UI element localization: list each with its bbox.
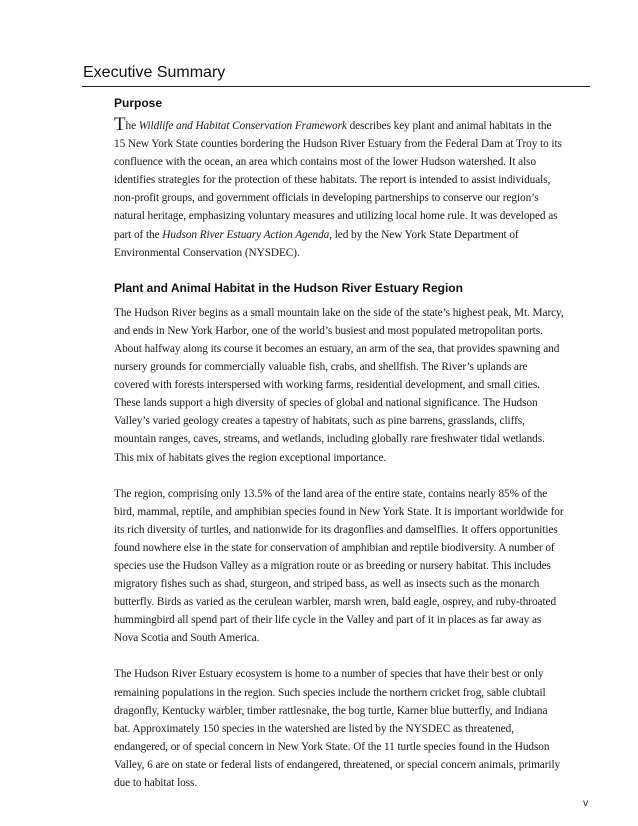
drop-cap: T bbox=[114, 114, 126, 135]
habitat-paragraph-1: The Hudson River begins as a small mountain lake on the side of the state’s highest peak, Mt. Marcy, and ends in New York Harbor, one of the world’s busiest and most populated metropolitan ports. About halfway along its course it becomes an estuary, an arm of the sea, that provides spawning and nursery grounds for commercially valuable fish, crabs, and shellfish. The River’s uplands are covered with forests interspersed with working farms, residential development, and small cities. These lands support a high diversity of species of global and national significance. The Hudson Valley’s varied geology creates a tapestry of habitats, such as pine barrens, grasslands, cliffs, mountain ranges, caves, streams, and wetlands, including globally rare freshwater tidal wetlands. This mix of habitats gives the region exceptional importance. bbox=[114, 306, 564, 464]
purpose-paragraph bbox=[114, 114, 564, 262]
framework-title: Wildlife and Habitat Conservation Framework bbox=[138, 120, 347, 132]
page-title: Executive Summary bbox=[83, 64, 226, 81]
action-agenda-title: Hudson River Estuary Action Agenda bbox=[162, 228, 330, 241]
purpose-text-e: , led by the New York State Department of Environmental Conservation (NYSDEC). bbox=[114, 228, 519, 259]
section-heading-habitat: Plant and Animal Habitat in the Hudson River Estuary Region bbox=[114, 280, 463, 295]
habitat-paragraph-2: The region, comprising only 13.5% of the land area of the entire state, contains nearly 85% of the bird, mammal, reptile, and amphibian species found in New York State. It is important worldwide for its rich diversity of turtles, and nationwide for its dragonflies and damselflies. It offers opportunities found nowhere else in the state for conservation of amphibian and reptile biodiversity. A number of species use the Hudson Valley as a migration route or as breeding or nursery habitat. This includes migratory fishes such as shad, sturgeon, and striped bass, as well as insects such as the monarch butterfly. Birds as varied as the cerulean warbler, marsh wren, bald eagle, osprey, and ruby-throated hummingbird all spend part of their life cycle in the Valley and part of it in places as far away as Nova Scotia and South America. bbox=[114, 487, 564, 645]
purpose-text-a: he bbox=[125, 120, 139, 132]
habitat-paragraph-3: The Hudson River Estuary ecosystem is home to a number of species that have their best or only remaining populations in the region. Such species include the northern cricket frog, sable clubtail dragonfly, Kentucky warbler, timber rattlesnake, the bog turtle, Karner blue butterfly, and Indiana bat. Approximately 150 species in the watershed are listed by the NYSDEC as threatened, endangered, or of special concern in New York State. Of the 11 turtle species found in the Hudson Valley, 6 are on state or federal lists of endangered, threatened, or special concern animals, primarily due to habitat loss. bbox=[114, 668, 561, 789]
section-heading-purpose: Purpose bbox=[114, 96, 163, 110]
purpose-text-c: describes key plant and animal habitats in the 15 New York State counties bordering the Hudson River Estuary from the Federal Dam at Troy to its confluence with the ocean, an area which contains most of the lower Hudson watershed. It also identifies strategies for the protection of these habitats. The report is intended to assist individuals, non-profit groups, and government officials in developing partnerships to conserve our region’s natural heritage, emphasizing voluntary measures and utilizing local home rule. It was developed as part of the bbox=[114, 120, 562, 241]
page-number: v bbox=[583, 797, 589, 809]
page-body bbox=[114, 95, 564, 810]
title-rule bbox=[82, 86, 590, 87]
